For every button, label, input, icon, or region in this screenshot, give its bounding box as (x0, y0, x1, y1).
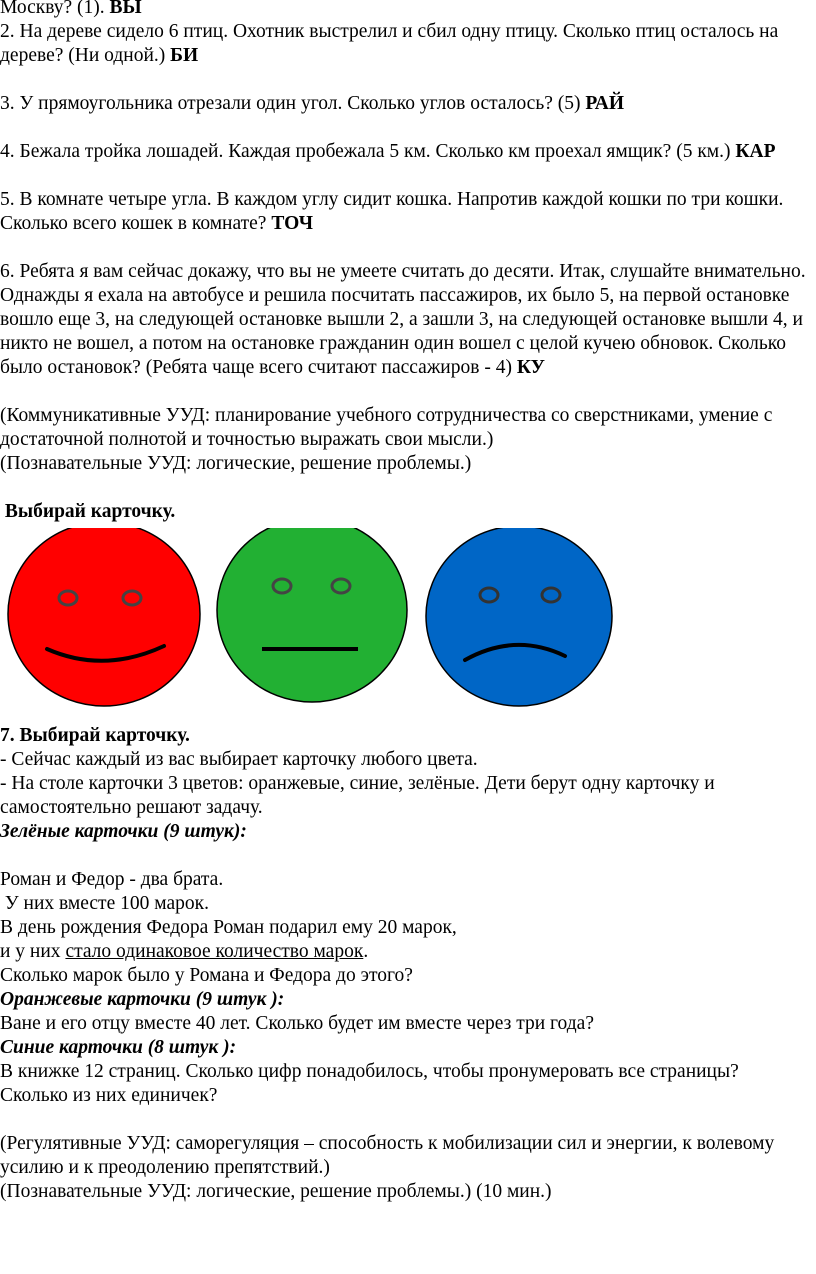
green-task-line-4-start: и у них (0, 941, 66, 962)
question-6-text: 6. Ребята я вам сейчас докажу, что вы не умеете считать до десяти. Итак, слушайте внимательно. Однажды я ехала на автобусе и решила посчитать пассажиров, их было 5, на первой остановке вошло еще 3, на следующей остановке вышли 2, а зашли 3, на следующей остановке вышли 4, и никто не вошел, а потом на остановке гражданин один вошел с целой кучею обновок. Сколько было остановок? (Ребята чаще всего считают пассажиров - 4) (0, 261, 811, 378)
sad-face-icon (426, 528, 612, 706)
question-3-text: 3. У прямоугольника отрезали один угол. Сколько углов осталось? (5) (0, 93, 586, 114)
question-1-tail (0, 0, 816, 20)
question-4-text: 4. Бежала тройка лошадей. Каждая пробежала 5 км. Сколько км проехал ямщик? (5 км.) (0, 141, 736, 162)
blue-task-line-2: Сколько из них единичек? (0, 1085, 218, 1106)
choose-card-heading-text: Выбирай карточку. (0, 501, 176, 522)
green-task-line-4 (0, 940, 816, 964)
uud-cognitive-2: (Познавательные УУД: логические, решение проблемы.) (10 мин.) (0, 1181, 552, 1202)
green-cards-heading (0, 820, 816, 844)
uud-communicative: (Коммуникативные УУД: планирование учебного сотрудничества со сверстниками, умение с достаточной полнотой и точностью выражать свои мысли.) (0, 405, 778, 450)
question-6-code: КУ (516, 357, 545, 378)
orange-cards-heading (0, 988, 816, 1012)
choose-card-heading (0, 500, 816, 524)
question-3 (0, 92, 816, 116)
section-7-heading (0, 724, 816, 748)
green-task-line-1: Роман и Федор - два брата. (0, 869, 224, 890)
question-1-text: Москву? (1). (0, 0, 110, 18)
green-task-underlined: стало одинаковое количество марок (65, 941, 364, 962)
question-1-code: ВЫ (109, 0, 142, 18)
section-7-heading-text: 7. Выбирай карточку. (0, 725, 190, 746)
question-4 (0, 140, 816, 164)
question-2-code: БИ (170, 45, 199, 66)
happy-face-icon (8, 528, 200, 706)
question-5 (0, 188, 816, 236)
uud-cognitive: (Познавательные УУД: логические, решение проблемы.) (0, 453, 472, 474)
green-cards-heading-text: Зелёные карточки (9 штук): (0, 821, 247, 842)
question-5-code: ТОЧ (271, 213, 314, 234)
neutral-face-icon (217, 528, 407, 702)
question-5-text: 5. В комнате четыре угла. В каждом углу сидит кошка. Напротив каждой кошки по три кошки. Сколько всего кошек в комнате? (0, 189, 789, 234)
blue-cards-heading-text: Синие карточки (8 штук ): (0, 1037, 237, 1058)
green-task-line-2: У них вместе 100 марок. (0, 893, 209, 914)
orange-task: Ване и его отцу вместе 40 лет. Сколько будет им вместе через три года? (0, 1013, 594, 1034)
section-7-line-1: - Сейчас каждый из вас выбирает карточку любого цвета. (0, 749, 478, 770)
uud-regulatory: (Регулятивные УУД: саморегуляция – способность к мобилизации сил и энергии, к волевому усилию и к преодолению препятствий.) (0, 1133, 780, 1178)
green-task-line-3: В день рождения Федора Роман подарил ему 20 марок, (0, 917, 457, 938)
section-7-line-2: - На столе карточки 3 цветов: оранжевые, синие, зелёные. Дети берут одну карточку и самостоятельно решают задачу. (0, 773, 720, 818)
question-6 (0, 260, 816, 380)
orange-cards-heading-text: Оранжевые карточки (9 штук ): (0, 989, 285, 1010)
question-4-code: КАР (735, 141, 776, 162)
emotion-faces (0, 528, 816, 724)
blue-cards-heading (0, 1036, 816, 1060)
green-task-line-4-end: . (363, 941, 369, 962)
question-2-text: 2. На дереве сидело 6 птиц. Охотник выстрелил и сбил одну птицу. Сколько птиц осталось на дереве? (Ни одной.) (0, 21, 784, 66)
blue-task-line-1: В книжке 12 страниц. Сколько цифр понадобилось, чтобы пронумеровать все страницы? (0, 1061, 739, 1082)
green-task-line-5: Сколько марок было у Романа и Федора до этого? (0, 965, 413, 986)
question-2 (0, 20, 816, 68)
question-3-code: РАЙ (585, 93, 625, 114)
emotion-faces-svg (0, 528, 816, 724)
